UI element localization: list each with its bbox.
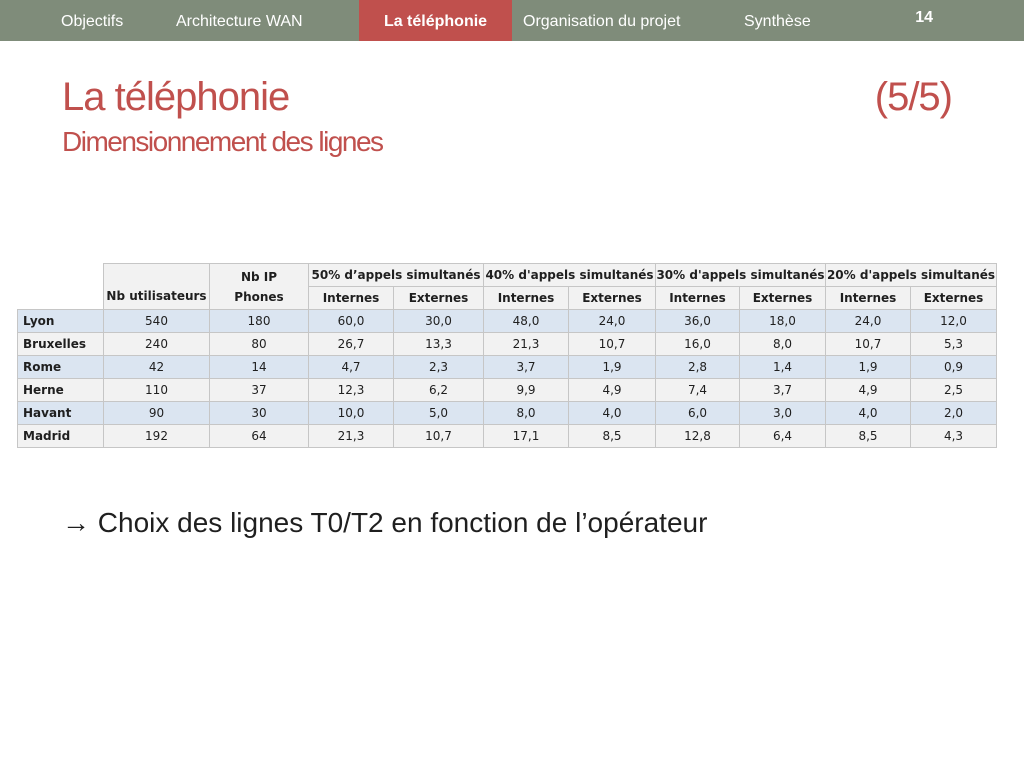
nav-item-synthese[interactable]: Synthèse <box>744 13 811 30</box>
header-group-30: 30% d'appels simultanés <box>656 264 826 287</box>
header-users: Nb utilisateurs <box>104 264 210 310</box>
value-cell: 1,4 <box>740 356 826 379</box>
value-cell: 64 <box>210 425 309 448</box>
value-cell: 8,5 <box>826 425 911 448</box>
value-cell: 110 <box>104 379 210 402</box>
value-cell: 17,1 <box>484 425 569 448</box>
value-cell: 60,0 <box>309 310 394 333</box>
value-cell: 10,7 <box>569 333 656 356</box>
table-row <box>18 356 997 379</box>
value-cell: 4,9 <box>826 379 911 402</box>
value-cell: 30,0 <box>394 310 484 333</box>
value-cell: 3,0 <box>740 402 826 425</box>
header-externes: Externes <box>569 287 656 310</box>
header-externes: Externes <box>911 287 997 310</box>
value-cell: 37 <box>210 379 309 402</box>
value-cell: 21,3 <box>484 333 569 356</box>
header-internes: Internes <box>484 287 569 310</box>
header-internes: Internes <box>826 287 911 310</box>
value-cell: 540 <box>104 310 210 333</box>
corner-cell <box>18 264 104 310</box>
value-cell: 36,0 <box>656 310 740 333</box>
nav-item-telephonie[interactable]: La téléphonie <box>359 0 512 41</box>
slide-count: (5/5) <box>874 75 952 119</box>
value-cell: 6,4 <box>740 425 826 448</box>
header-ip-phones-line2: Phones <box>234 289 284 304</box>
value-cell: 5,3 <box>911 333 997 356</box>
header-externes: Externes <box>740 287 826 310</box>
value-cell: 1,9 <box>569 356 656 379</box>
city-cell: Madrid <box>18 425 104 448</box>
value-cell: 180 <box>210 310 309 333</box>
value-cell: 192 <box>104 425 210 448</box>
value-cell: 3,7 <box>740 379 826 402</box>
header-externes: Externes <box>394 287 484 310</box>
value-cell: 4,9 <box>569 379 656 402</box>
value-cell: 6,2 <box>394 379 484 402</box>
header-group-20: 20% d'appels simultanés <box>826 264 997 287</box>
value-cell: 7,4 <box>656 379 740 402</box>
header-group-50: 50% d’appels simultanés <box>309 264 484 287</box>
value-cell: 10,7 <box>394 425 484 448</box>
value-cell: 4,0 <box>826 402 911 425</box>
value-cell: 0,9 <box>911 356 997 379</box>
header-internes: Internes <box>309 287 394 310</box>
value-cell: 3,7 <box>484 356 569 379</box>
value-cell: 10,7 <box>826 333 911 356</box>
header-internes: Internes <box>656 287 740 310</box>
table-row <box>18 425 997 448</box>
nav-item-organisation-du-projet[interactable]: Organisation du projet <box>523 13 681 30</box>
value-cell: 24,0 <box>826 310 911 333</box>
value-cell: 9,9 <box>484 379 569 402</box>
city-cell: Havant <box>18 402 104 425</box>
value-cell: 30 <box>210 402 309 425</box>
value-cell: 21,3 <box>309 425 394 448</box>
value-cell: 80 <box>210 333 309 356</box>
value-cell: 12,8 <box>656 425 740 448</box>
header-ip-phones-line1: Nb IP <box>240 269 278 284</box>
header-ip-phones <box>210 264 309 310</box>
value-cell: 4,0 <box>569 402 656 425</box>
header-group-40: 40% d'appels simultanés <box>484 264 656 287</box>
nav-item-objectifs[interactable]: Objectifs <box>61 13 124 30</box>
city-cell: Bruxelles <box>18 333 104 356</box>
slide-title: La téléphonie <box>62 75 290 119</box>
value-cell: 12,0 <box>911 310 997 333</box>
value-cell: 4,3 <box>911 425 997 448</box>
value-cell: 26,7 <box>309 333 394 356</box>
value-cell: 48,0 <box>484 310 569 333</box>
table-row <box>18 379 997 402</box>
value-cell: 18,0 <box>740 310 826 333</box>
slide-subtitle: Dimensionnement des lignes <box>62 126 383 157</box>
value-cell: 12,3 <box>309 379 394 402</box>
value-cell: 6,0 <box>656 402 740 425</box>
navigation-bar <box>0 0 1024 41</box>
value-cell: 8,5 <box>569 425 656 448</box>
dimensioning-table <box>17 263 997 448</box>
value-cell: 13,3 <box>394 333 484 356</box>
table-body <box>18 310 997 448</box>
value-cell: 14 <box>210 356 309 379</box>
value-cell: 2,0 <box>911 402 997 425</box>
city-cell: Rome <box>18 356 104 379</box>
value-cell: 4,7 <box>309 356 394 379</box>
bullet-text: → Choix des lignes T0/T2 en fonction de l’opérateur <box>62 507 708 538</box>
table-row <box>18 333 997 356</box>
value-cell: 8,0 <box>740 333 826 356</box>
value-cell: 1,9 <box>826 356 911 379</box>
value-cell: 8,0 <box>484 402 569 425</box>
value-cell: 5,0 <box>394 402 484 425</box>
nav-item-architecture-wan[interactable]: Architecture WAN <box>176 13 303 30</box>
value-cell: 10,0 <box>309 402 394 425</box>
table-row <box>18 310 997 333</box>
value-cell: 2,3 <box>394 356 484 379</box>
table-row <box>18 402 997 425</box>
city-cell: Herne <box>18 379 104 402</box>
page-number: 14 <box>915 9 933 26</box>
value-cell: 240 <box>104 333 210 356</box>
value-cell: 2,5 <box>911 379 997 402</box>
value-cell: 16,0 <box>656 333 740 356</box>
value-cell: 90 <box>104 402 210 425</box>
value-cell: 42 <box>104 356 210 379</box>
city-cell: Lyon <box>18 310 104 333</box>
value-cell: 24,0 <box>569 310 656 333</box>
value-cell: 2,8 <box>656 356 740 379</box>
